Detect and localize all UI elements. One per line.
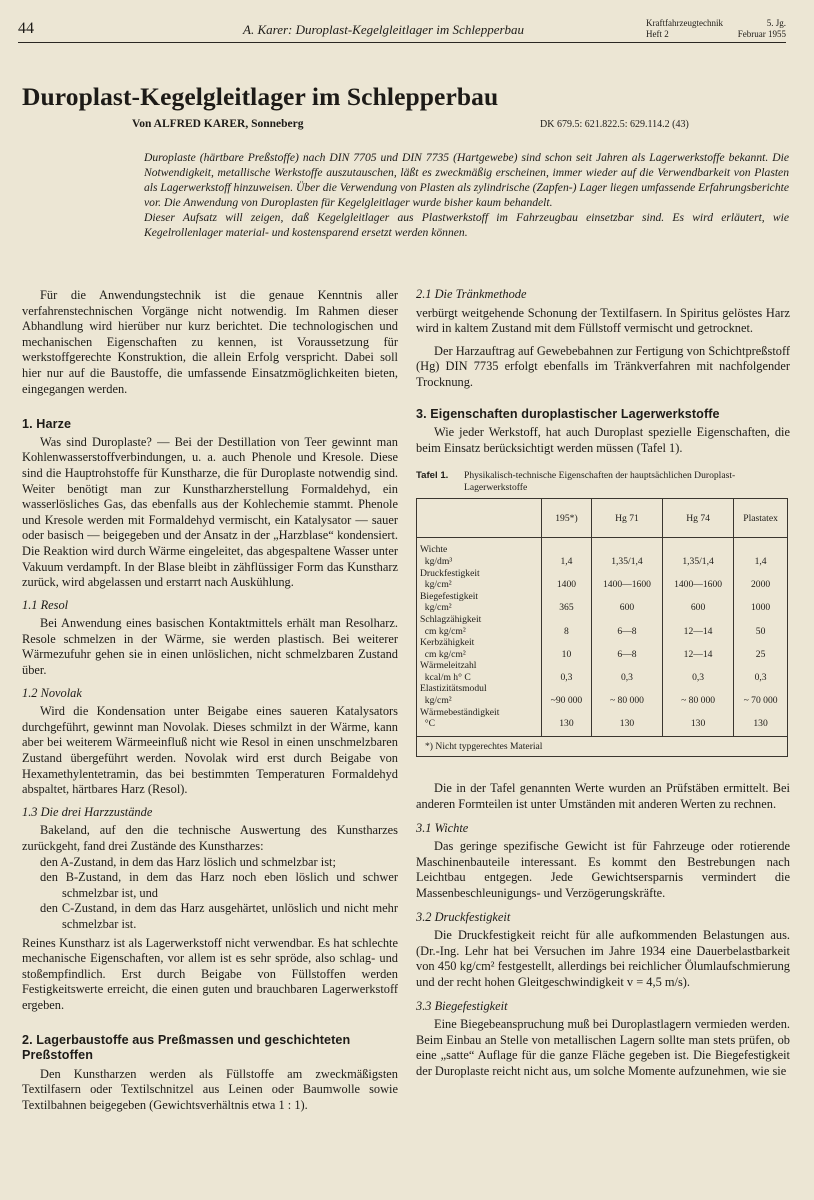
table-cell: 12—14: [683, 625, 713, 637]
body-paragraph: Was sind Duroplaste? — Bei der Destillation von Teer gewinnt man Kohlenwasserstoffverbindungen, u. a. auch Phenole und Kresole. Diese sind die Hauptrohstoffe für Kunstharze, die für Duroplaste notwendig sind. Weiter benötigt man zur Kunstharzherstellung Formaldehyd, ein wasserlösliches Gas, das ebenfalls aus der Kohlechemie stammt. Phenole und Kresole werden mit Formaldehyd vermischt, ein Katalysator — sauer oder basisch — beigegeben und der Ansatz in der „Harzblase“ kondensiert. Die Reaktion wird durch Wärme eingeleitet, das abgespaltene Wasser unter Vakuum verdampft. In der Blase bleibt in zähflüssiger Form das Kunstharz zurück, wird abgelassen und erstarrt nach Auskühlung.: [22, 434, 398, 590]
table-cell: 1,4: [560, 555, 573, 567]
table-label: Tafel 1.: [416, 470, 449, 482]
left-column: [22, 288, 398, 1114]
table-cell: 1400: [556, 579, 577, 591]
table-cell: ~90 000: [550, 695, 583, 707]
table-cell: 6—8: [617, 625, 637, 637]
table-cell: 0,3: [754, 671, 767, 683]
body-paragraph: Den Kunstharzen werden als Füllstoffe am zweckmäßigsten Textilfasern oder Textilschnitzel aus Leinen oder Baumwolle sowie Textilbahnen beigegeben (Gewichtsverhältnis etwa 1 : 1).: [22, 1066, 398, 1112]
table-header-cell: [417, 499, 542, 538]
table-footnote: *) Nicht typgerechtes Material: [417, 736, 788, 757]
body-paragraph: Eine Biegebeanspruchung muß bei Duroplastlagern vermieden werden. Beim Einbau an Stelle von metallischen Lagern sollte man stets prüfen, ob eine „satte“ Auflage für die ganze Fläche gegeben ist. Die Biegefestigkeit der Duroplaste reicht nicht aus, um solche Momente aufzunehmen, wie sie: [416, 1017, 790, 1078]
body-paragraph: Wird die Kondensation unter Beigabe eines saueren Katalysators durchgeführt, gewinnt man Novolak. Dieses schmilzt in der Wärme, kann aber bei weiterem Wärmeeinfluß nicht wie Resol in einen unschmelzbaren Zustand übergeführt werden. Novolak wird erst durch Beigabe von Hexamethylentetramin, das bei bestimmten Temperaturen Formaldehyd abspaltet, härtbares Harz (Resol).: [22, 704, 398, 797]
property-name: Wärmeleitzahl kcal/m h° C: [420, 660, 477, 683]
intro-paragraph: Für die Anwendungstechnik ist die genaue Kenntnis aller verfahrenstechnischen Vorgänge nicht notwendig. Im Rahmen dieser Abhandlung wird hierüber nur kurz berichtet. Die technologischen und mechanischen Eigenschaften zu kennen, ist Voraussetzung für werkstoffgerechte Konstruktion, die allein Erfolg verspricht. Dabei soll hier nur auf die Baustoffe, die umfassende Einsatzmöglichkeiten bieten, eingegangen werden.: [22, 288, 398, 396]
running-title: A. Karer: Duroplast-Kegelgleitlager im Schlepperbau: [243, 22, 525, 37]
body-paragraph: verbürgt weitgehende Schonung der Textilfasern. In Spiritus gelöstes Harz wird in kaltem Zustand mit dem Füllstoff vermischt und getrocknet.: [416, 305, 790, 336]
table-cell: 0,3: [560, 671, 573, 683]
subsection-heading: 1.1 Resol: [22, 597, 69, 612]
table-cell: 365: [559, 602, 574, 614]
table-footnote-row: [417, 736, 788, 757]
table-cell: 130: [753, 718, 768, 730]
subsection-heading: 2.1 Die Tränkmethode: [416, 287, 527, 301]
running-head: [18, 18, 786, 43]
properties-table: [416, 498, 788, 757]
table-cell: 25: [755, 648, 766, 660]
table-cell: ~ 70 000: [743, 695, 778, 707]
table-cell: 0,3: [620, 671, 633, 683]
table-cell: 1400—1600: [674, 579, 723, 591]
table-row: [417, 538, 788, 737]
property-name: Schlagzähigkeit cm kg/cm²: [420, 613, 482, 637]
table-cell: 1,35/1,4: [611, 555, 643, 567]
table-cell: 50: [755, 625, 766, 637]
abstract-paragraph: Dieser Aufsatz will zeigen, daß Kegelgleitlager aus Plastwerkstoff im Fahrzeugbau einsetzbar sind. Es wird erläutert, wie Kegelrollenlager material- und kostensparend ersetzt werden können.: [144, 211, 789, 239]
table-caption-text: Physikalisch-technische Eigenschaften der hauptsächlichen Duroplast-Lagerwerkstoffe: [464, 470, 736, 494]
table-cell: 600: [690, 602, 706, 614]
subsection-heading: 1.2 Novolak: [22, 685, 82, 700]
table-value-column: [734, 538, 788, 737]
table-value-column: [591, 538, 662, 737]
list-item: den B-Zustand, in dem das Harz noch eben löslich und schwer schmelzbar ist, und: [40, 870, 398, 900]
section-heading: 1. Harze: [22, 417, 72, 432]
subsection-heading: 1.3 Die drei Harzzustände: [22, 804, 153, 819]
table-cell: 6—8: [617, 648, 637, 660]
body-paragraph: Die Druckfestigkeit reicht für alle aufkommenden Belastungen aus. (Dr.-Ing. Lehr hat bei Versuchen im Jahre 1934 eine Dauerbelastbarkeit von 450 kg/cm² festgestellt, allerdings bei reichlicher Ölumlaufschmierung und der recht hohen Gleitgeschwindigkeit v = 4,5 m/s).: [416, 928, 790, 989]
table-cell: 10: [561, 648, 572, 660]
table-cell: 1400—1600: [602, 579, 651, 591]
table-cell: 130: [559, 718, 574, 730]
table-cell: 0,3: [692, 671, 705, 683]
list-item: den A-Zustand, in dem das Harz löslich und schmelzbar ist;: [40, 854, 336, 869]
table-cell: 1,4: [754, 555, 767, 567]
table-value-column: [542, 538, 592, 737]
page-number: 44: [18, 20, 34, 37]
property-name: Druckfestigkeit kg/cm²: [420, 567, 480, 591]
table-cell: 8: [564, 625, 569, 637]
property-name: Wärmebeständigkeit °C: [420, 706, 500, 730]
subsection-heading: 3.2 Druckfestigkeit: [416, 909, 511, 924]
table-cell: 12—14: [683, 648, 713, 660]
body-paragraph: Bakeland, auf den die technische Auswertung des Kunstharzes zurückgeht, fand drei Zustände des Kunstharzes:: [22, 823, 398, 853]
property-names-cell: [417, 538, 542, 737]
journal-volume: 5. Jg.: [766, 18, 786, 28]
subsection-heading: 3.3 Biegefestigkeit: [416, 998, 508, 1013]
body-paragraph: Der Harzauftrag auf Gewebebahnen zur Fertigung von Schichtpreßstoff (Hg) DIN 7735 erfolgt ebenfalls im Tränkverfahren mit nachfolgender Trocknung.: [416, 343, 790, 389]
body-paragraph: Das geringe spezifische Gewicht ist für Fahrzeuge oder rotierende Maschinenbauteile interessant. Es kommt den Bestrebungen nach Leichtbau entgegen. Jede Gewichtsersparnis vermindert die Massenbeschleunigungs- und Verzögerungskräfte.: [416, 839, 790, 900]
table-cell: 130: [690, 718, 706, 730]
table-cell: 1,35/1,4: [682, 555, 714, 567]
article-author: Von ALFRED KARER, Sonneberg: [132, 118, 304, 130]
table-header-cell: Hg 71: [591, 499, 662, 538]
journal-issue: Heft 2: [646, 29, 669, 39]
abstract-paragraph: Duroplaste (härtbare Preßstoffe) nach DIN 7705 und DIN 7735 (Hartgewebe) sind schon seit Jahren als Lagerwerkstoffe bekannt. Die Notwendigkeit, metallische Werkstoffe auszutauschen, läßt es zweckmäßig erscheinen, immer wieder auf die Verwendbarkeit von Plasten als Lagerwerkstoff hinzuweisen. Über die Verwendung von Plasten als zylindrische (Zapfen-) Lager liegen umfassende Erfahrungsberichte vor. Die Anwendung von Duroplasten für Kegelgleitlager wurde bisher kaum behandelt.: [144, 151, 789, 209]
body-paragraph: Die in der Tafel genannten Werte wurden an Prüfstäben ermittelt. Bei anderen Formteilen ist unter Umständen mit anderen Werten zu rechnen.: [416, 781, 790, 812]
dk-classification: DK 679.5: 621.822.5: 629.114.2 (43): [540, 119, 689, 130]
journal-info: [646, 18, 786, 40]
table-header-cell: Hg 74: [663, 499, 734, 538]
table-header-cell: Plastatex: [734, 499, 788, 538]
subsection-heading: 3.1 Wichte: [416, 820, 469, 835]
table-cell: ~ 80 000: [681, 695, 716, 707]
abstract: [144, 150, 789, 240]
section-heading: 3. Eigenschaften duroplastischer Lagerwerkstoffe: [416, 406, 720, 421]
journal-date: Februar 1955: [737, 29, 786, 39]
article-title: Duroplast-Kegelgleitlager im Schlepperbau: [22, 82, 499, 111]
table-cell: ~ 80 000: [609, 695, 644, 707]
table-cell: 1000: [750, 602, 771, 614]
body-paragraph: Reines Kunstharz ist als Lagerwerkstoff nicht verwendbar. Es hat schlechte mechanische Eigenschaften, vor allem ist es sehr spröde, also schlag- und stoßempfindlich. Erst durch Beigabe von Füllstoffen werden Festigkeitswerte erreicht, die einen guten und brauchbaren Lagerwerkstoff ergeben.: [22, 935, 398, 1012]
journal-name: Kraftfahrzeugtechnik: [646, 18, 723, 28]
body-paragraph: Wie jeder Werkstoff, hat auch Duroplast spezielle Eigenschaften, die beim Einsatz berücksichtigt werden müssen (Tafel 1).: [416, 425, 790, 455]
table-cell: 130: [619, 718, 635, 730]
property-name: Wichte kg/dm³: [420, 544, 453, 567]
table-header-row: [417, 499, 788, 538]
table-block: [416, 470, 790, 757]
right-column: [416, 287, 790, 1080]
body-paragraph: Bei Anwendung eines basischen Kontaktmittels erhält man Resolharz. Resole schmelzen in der Wärme, sie werden plastisch. Bei weiterer Wärmezufuhr gehen sie in einen unlöslichen, nicht schmelzbaren Zustand über.: [22, 616, 398, 678]
table-header-cell: 195*): [542, 499, 592, 538]
property-name: Elastizitätsmodul kg/cm²: [420, 683, 487, 707]
property-name: Kerbzähigkeit cm kg/cm²: [420, 637, 475, 660]
section-heading: 2. Lagerbaustoffe aus Preßmassen und geschichteten Preßstoffen: [22, 1032, 351, 1063]
table-cell: 600: [619, 602, 635, 614]
table-caption: [416, 470, 790, 494]
table-value-column: [663, 538, 734, 737]
list-item: den C-Zustand, in dem das Harz ausgehärtet, unlöslich und nicht mehr schmelzbar ist.: [40, 901, 398, 931]
property-name: Biegefestigkeit kg/cm²: [420, 590, 479, 614]
table-cell: 2000: [750, 579, 771, 591]
